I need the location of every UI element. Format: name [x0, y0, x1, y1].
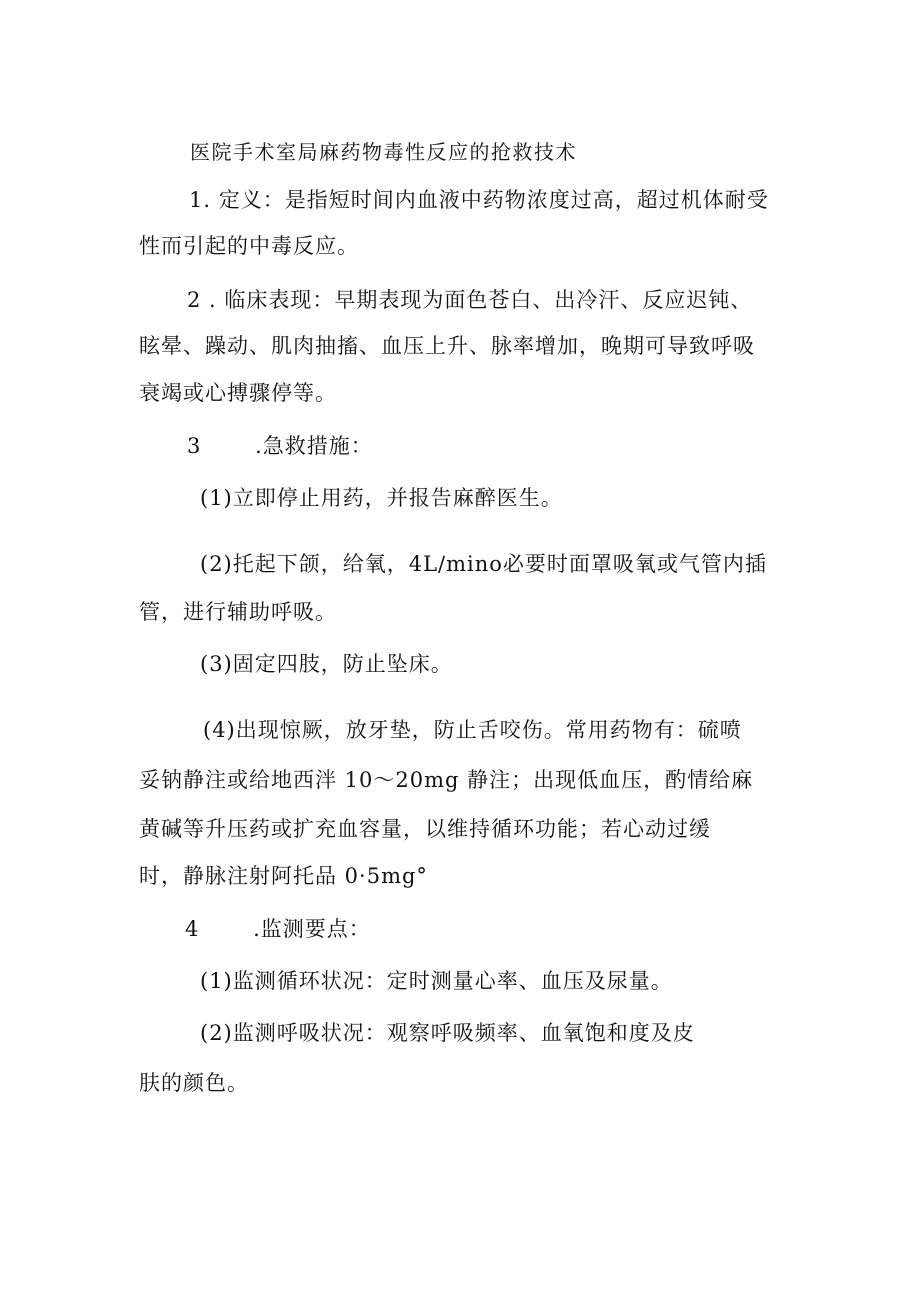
monitoring-step-2-line-2: 肤的颜色。 [139, 1071, 249, 1095]
emergency-heading: 3 .急救措施： [187, 434, 373, 458]
emergency-step-4-line-1: (4)出现惊厥，放牙垫，防止舌咬伤。常用药物有：硫喷 [203, 718, 742, 742]
clinical-line-2: 眩晕、躁动、肌肉抽搐、血压上升、脉率增加，晚期可导致呼吸 [139, 334, 755, 358]
emergency-step-4-line-3: 黄碱等升压药或扩充血容量，以维持循环功能；若心动过缓 [139, 817, 711, 841]
emergency-step-4-line-2: 妥钠静注或给地西泮 10～20mg 静注；出现低血压，酌情给麻 [139, 768, 754, 792]
definition-line-2: 性而引起的中毒反应。 [139, 234, 359, 258]
emergency-step-1: (1)立即停止用药，并报告麻醉医生。 [200, 486, 563, 510]
clinical-line-1: 2 . 临床表现：早期表现为面色苍白、出冷汗、反应迟钝、 [187, 288, 753, 312]
emergency-step-3: (3)固定四肢，防止坠床。 [200, 652, 453, 676]
monitoring-heading: 4 .监测要点： [185, 917, 371, 941]
document-title: 医院手术室局麻药物毒性反应的抢救技术 [190, 140, 577, 164]
emergency-step-2-line-1: (2)托起下颌，给氧，4L∕mino必要时面罩吸氧或气管内插 [200, 552, 767, 576]
clinical-line-3: 衰竭或心搏骤停等。 [139, 381, 337, 405]
definition-line-1: 1. 定义：是指短时间内血液中药物浓度过高，超过机体耐受 [189, 188, 769, 212]
emergency-step-2-line-2: 管，进行辅助呼吸。 [139, 600, 337, 624]
monitoring-step-1: (1)监测循环状况：定时测量心率、血压及尿量。 [200, 969, 673, 993]
emergency-step-4-line-4: 时，静脉注射阿托品 0·5mg° [139, 864, 428, 888]
monitoring-step-2-line-1: (2)监测呼吸状况：观察呼吸频率、血氧饱和度及皮 [200, 1021, 695, 1045]
